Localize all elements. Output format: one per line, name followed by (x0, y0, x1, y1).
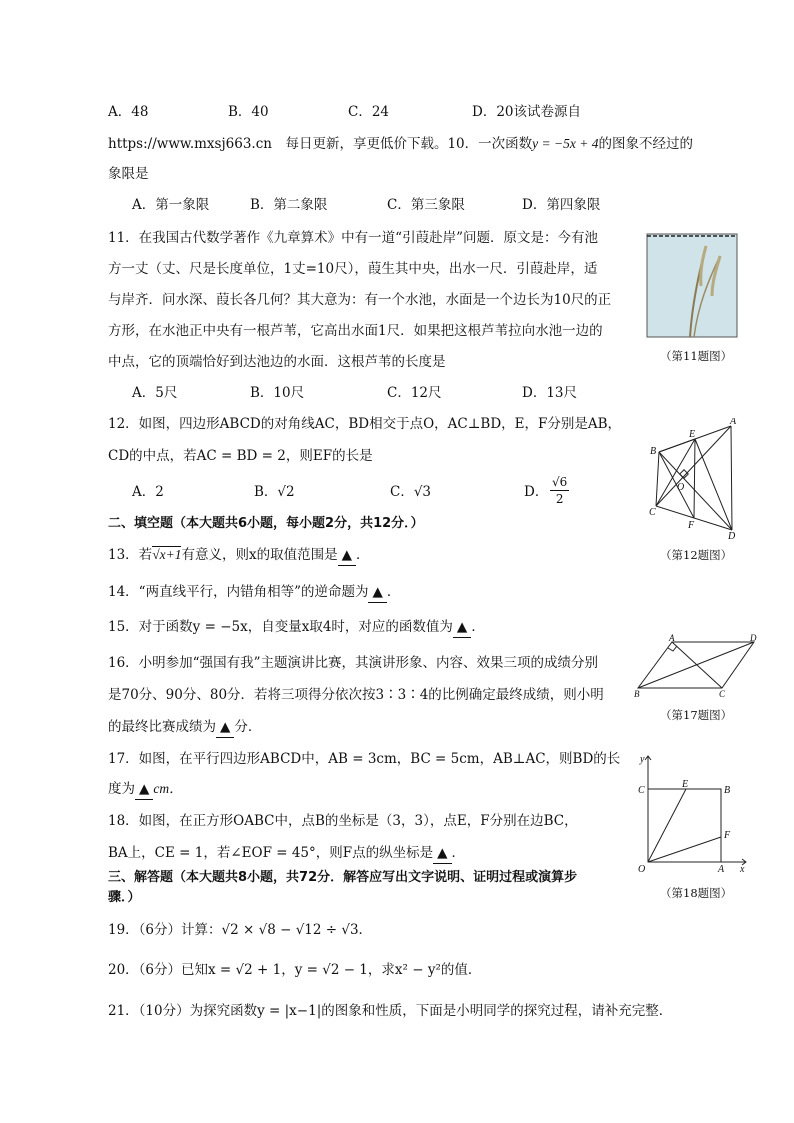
q17-line-2-post: cm． (153, 781, 183, 796)
q11-option-b: B．10尺 (250, 385, 305, 401)
q10-option-b: B．第二象限 (250, 197, 328, 213)
label-a: A (718, 864, 725, 875)
q13-radical: √x+1 (152, 547, 182, 562)
q11-line-3: 与岸齐．问水深、葭长各几何？其大意为：有一个水池，水面是一个边长为10尺的正 (108, 292, 612, 308)
q13-post: 有意义，则x的取值范围是 (181, 547, 338, 563)
q14 (108, 582, 400, 603)
q12-line-2: CD的中点，若AC = BD = 2，则EF的长是 (108, 448, 373, 464)
q12-figure (646, 418, 738, 540)
q11-option-a: A．5尺 (132, 385, 178, 401)
label-b: B (724, 785, 731, 796)
q9-option-c: C．24 (348, 104, 390, 120)
q16-line-3-pre: 的最终比赛成绩为 (108, 719, 216, 735)
label-c: C (719, 689, 726, 698)
q16-answer-blank: ▲ (216, 717, 234, 738)
q17-caption: （第17题图） (660, 708, 733, 722)
label-b: B (650, 446, 657, 457)
label-c: C (649, 507, 656, 518)
q12-line-1: 12．如图，四边形ABCD的对角线AC，BD相交于点O，AC⊥BD，E，F分别是AB， (108, 416, 622, 432)
q17-figure (632, 634, 760, 698)
q21: 21．（10分）为探究函数y = |x−1|的图象和性质，下面是小明同学的探究过程，请补充完整． (108, 1003, 673, 1019)
segment-ed (695, 439, 732, 530)
q18-line-1: 18．如图，在正方形OABC中，点B的坐标是（3，3），点E，F分别在边BC， (108, 813, 578, 829)
q16-line-1: 16．小明参加“强国有我”主题演讲比赛，其演讲形象、内容、效果三项的成绩分别 (108, 655, 598, 671)
label-f: F (724, 830, 731, 841)
fraction-numerator: √6 (552, 475, 568, 489)
q15 (108, 617, 485, 638)
label-b: B (634, 689, 640, 698)
q12-option-b: B．√2 (254, 484, 295, 500)
q10-continuation: 象限是 (108, 166, 149, 182)
q15-end: ． (471, 619, 485, 635)
label-f: F (688, 520, 695, 531)
q18-line-2-pre: BA上，CE = 1，若∠EOF = 45°，则F点的纵坐标是 (108, 845, 434, 861)
q9-option-d: D．20该试卷源自 (472, 104, 582, 120)
right-angle-mark (680, 470, 688, 478)
edge-ad (731, 426, 732, 530)
q17-line-2 (108, 779, 183, 800)
q12-option-d: D． (524, 484, 549, 500)
q11-option-c: C．12尺 (387, 385, 442, 401)
q11-caption: （第11题图） (660, 349, 733, 363)
q9-option-b: B．40 (228, 104, 269, 120)
q11-option-d: D．13尺 (522, 385, 578, 401)
label-x: x (740, 864, 745, 875)
q18-line-2-post: ． (451, 845, 466, 861)
q13-end: ． (355, 547, 370, 563)
ad-line (108, 134, 693, 154)
q14-answer-blank: ▲ (368, 582, 386, 603)
q14-text: 14．“两直线平行，内错角相等”的逆命题为 (108, 584, 369, 600)
q18-line-2 (108, 843, 465, 864)
label-a: A (669, 634, 675, 643)
label-y: y (640, 754, 645, 765)
q16-line-3-post: 分． (234, 719, 262, 735)
q13 (108, 545, 369, 566)
label-d: D (728, 531, 736, 540)
q18-answer-blank: ▲ (433, 843, 451, 864)
q11-line-5: 中点，它的顶端恰好到达池边的水面．这根芦苇的长度是 (108, 354, 446, 370)
q13-pre: 13．若 (108, 547, 153, 563)
segment-ce (656, 439, 695, 506)
q17-line-2-pre: 度为 (108, 781, 135, 797)
q9-option-a: A．48 (108, 104, 149, 120)
q18-figure (634, 752, 752, 876)
q13-answer-blank: ▲ (338, 545, 356, 566)
label-c: C (638, 785, 645, 796)
q19: 19．（6分）计算：√2 × √8 − √12 ÷ √3． (108, 922, 373, 938)
q11-figure (646, 226, 738, 338)
section-3-heading-line-2: 骤．） (108, 890, 141, 905)
q10-option-a: A．第一象限 (132, 197, 210, 213)
ad-text: https://www.mxsj663.cn 每日更新，享更低价下载。 (108, 136, 448, 152)
q12-caption: （第12题图） (660, 548, 733, 562)
label-e: E (689, 429, 696, 440)
q16-line-2: 是70分、90分、80分．若将三项得分依次按3∶3∶4的比例确定最终成绩，则小明 (108, 687, 604, 703)
q11-line-1: 11．在我国古代数学著作《九章算术》中有一道“引葭赴岸”问题．原文是：今有池 (108, 230, 598, 246)
fraction-denominator: 2 (555, 492, 564, 506)
q12-option-d-fraction (550, 474, 569, 507)
section-3-heading-line-1: 三、解答题（本大题共8小题，共72分．解答应写出文字说明、证明过程或演算步 (108, 870, 578, 885)
q11-line-2: 方一丈（丈、尺是长度单位，1丈=10尺），葭生其中央，出水一尺．引葭赴岸，适 (108, 261, 598, 277)
segment-eb (659, 439, 695, 452)
q14-end: ． (386, 584, 401, 600)
q15-answer-blank: ▲ (453, 617, 471, 638)
q17-answer-blank: ▲ (135, 779, 153, 800)
square-oabc (648, 789, 721, 862)
q18-caption: （第18题图） (660, 886, 733, 900)
q17-line-1: 17．如图，在平行四边形ABCD中，AB = 3cm，BC = 5cm，AB⊥AC，则BD的长 (108, 751, 621, 767)
label-d: D (750, 634, 757, 643)
q11-line-4: 方形，在水池正中央有一根芦苇，它高出水面1尺．如果把这根芦苇拉向水池一边的 (108, 323, 603, 339)
edge-cb (656, 452, 659, 506)
q12-option-a: A．2 (132, 484, 164, 500)
q20: 20．（6分）已知x = √2 + 1，y = √2 − 1，求x² − y²的值． (108, 962, 482, 978)
q15-text: 15．对于函数y = −5x，自变量x取4时，对应的函数值为 (108, 619, 453, 635)
q10-formula: y = −5x + 4 (532, 136, 599, 151)
label-o: O (638, 864, 646, 875)
segment-ef (694, 439, 695, 518)
q10-tail: 的图象不经过的 (598, 136, 693, 152)
right-angle-mark (668, 646, 677, 651)
q16-line-3 (108, 717, 261, 738)
section-2-heading: 二、填空题（本大题共6小题，每小题2分，共12分．） (108, 516, 424, 531)
q10-head: 10．一次函数 (447, 136, 533, 152)
q10-option-d: D．第四象限 (522, 197, 601, 213)
q12-option-c: C．√3 (390, 484, 432, 500)
label-a: A (730, 418, 737, 427)
label-o: O (677, 482, 685, 493)
q10-option-c: C．第三象限 (387, 197, 465, 213)
label-e: E (682, 779, 689, 790)
